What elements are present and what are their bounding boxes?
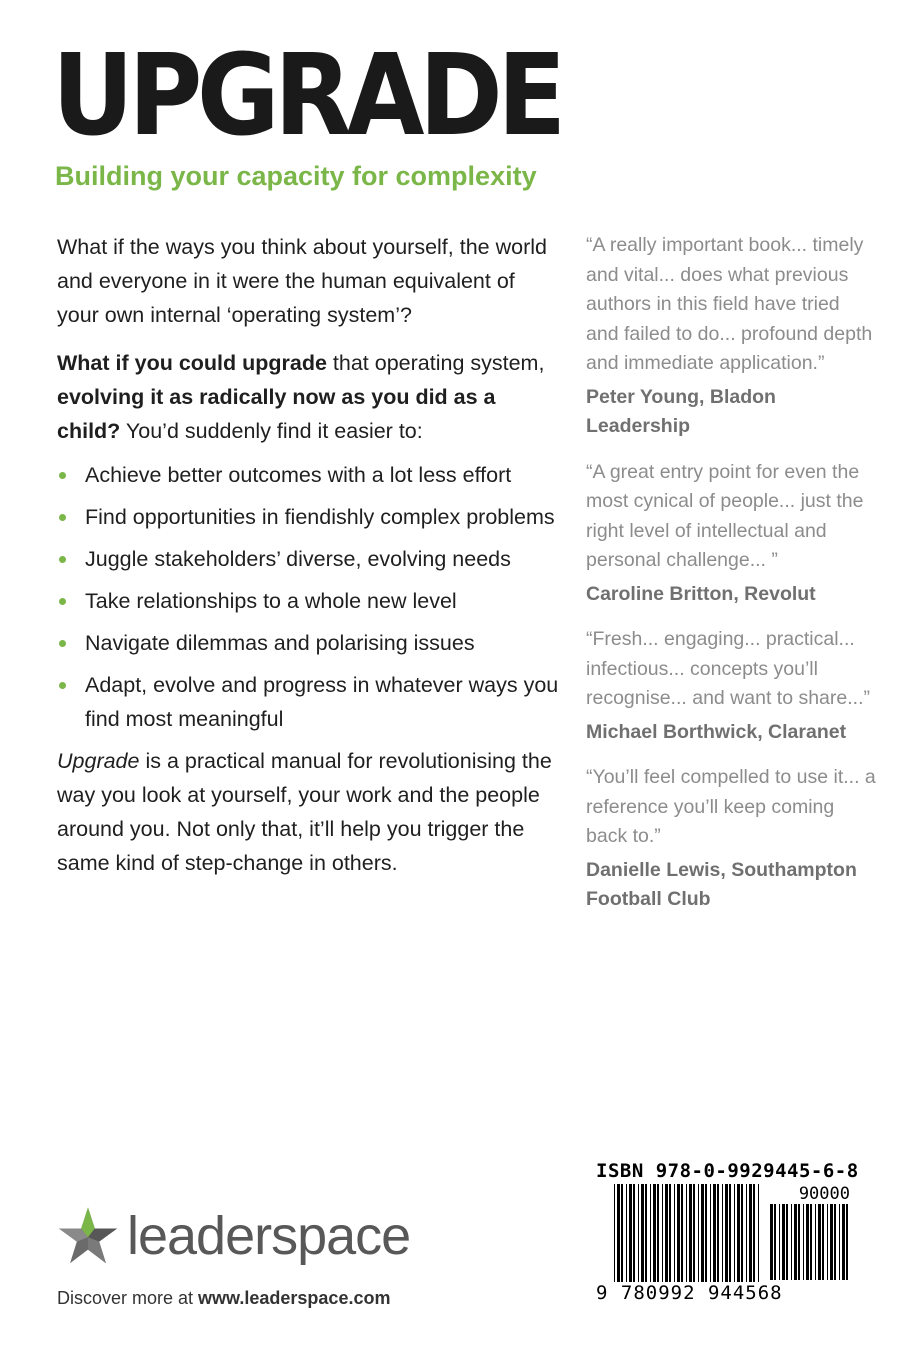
barcode-bar [822,1204,824,1280]
barcode-bar [737,1184,740,1282]
barcode-bar [749,1184,752,1282]
closing-text: is a practical manual for revolutionising the way you look at yourself, your work and the people around you. Not only that, it’ll help you trigger the same kind of step-change in others. [57,749,552,875]
barcode-bar [810,1204,812,1280]
barcode-bar [729,1184,731,1282]
barcode-bar [725,1184,728,1282]
barcode-bar [786,1204,788,1280]
endorsement-quote: “A really important book... timely and vital... does what previous authors in this field have tried and failed to do... profound depth and immediate application.” [586,234,873,374]
barcode-bar [665,1184,668,1282]
barcode-bar [641,1184,644,1282]
barcode-bar [713,1184,716,1282]
endorsement [586,763,876,915]
endorsements-column [586,231,876,931]
endorsement-quote: “A great entry point for even the most cynical of people... just the right level of intellectual and personal challenge... ” [586,460,864,571]
endorsement [586,231,876,442]
endorsement [586,458,876,610]
barcode-bar [839,1204,840,1280]
barcode-bar [621,1184,623,1282]
barcode-bar [815,1204,816,1280]
list-item: Navigate dilemmas and polarising issues [57,626,562,660]
list-item: Juggle stakeholders’ diverse, evolving needs [57,542,562,576]
ean-barcode-bars [596,1160,856,1290]
barcode-bar [686,1184,687,1282]
barcode-bar [638,1184,639,1282]
publisher-name: leaderspace [127,1206,411,1266]
barcode-bar [614,1184,615,1282]
upgrade-bold-lead: What if you could upgrade [57,351,327,375]
barcode-bar [818,1204,821,1280]
barcode-bar [662,1184,663,1282]
barcode-bar [689,1184,692,1282]
barcode-bar [657,1184,659,1282]
benefits-list [57,458,562,736]
barcode-bar [650,1184,651,1282]
upgrade-paragraph [57,346,562,448]
barcode-bar [677,1184,680,1282]
barcode-bar [798,1204,800,1280]
barcode-bar [617,1184,620,1282]
barcode-bar [791,1204,792,1280]
barcode-bar [806,1204,809,1280]
barcode-bar [746,1184,747,1282]
barcode-bar [674,1184,675,1282]
endorsement-attribution: Michael Borthwick, Claranet [586,720,847,743]
isbn-label: ISBN 978-0-9929445-6-8 [596,1160,859,1182]
barcode-bar [734,1184,735,1282]
closing-paragraph [57,744,562,880]
barcode-bar [705,1184,707,1282]
publisher-url[interactable]: www.leaderspace.com [198,1288,391,1308]
barcode-bar [633,1184,635,1282]
endorsement-attribution: Caroline Britton, Revolut [586,582,816,605]
barcode-bar [774,1204,776,1280]
list-item: Take relationships to a whole new level [57,584,562,618]
barcode-bar [741,1184,743,1282]
upgrade-text-easier: You’d suddenly find it easier to: [120,419,423,443]
barcode-bar [698,1184,699,1282]
barcode-bar [693,1184,695,1282]
endorsement-attribution: Peter Young, Bladon Leadership [586,385,776,437]
barcode-bar [794,1204,797,1280]
barcode-bar [722,1184,723,1282]
barcode-bar [842,1204,845,1280]
book-name-italic: Upgrade [57,749,140,773]
barcode-bar [827,1204,828,1280]
barcode-bar [645,1184,647,1282]
barcode-bar [803,1204,804,1280]
barcode-bar [710,1184,711,1282]
list-item: Achieve better outcomes with a lot less effort [57,458,562,492]
intro-paragraph: What if the ways you think about yourself, the world and everyone in it were the human equivalent of your own internal ‘operating system’? [57,235,547,327]
upgrade-text: that operating system, [326,351,545,375]
barcode-bar [681,1184,683,1282]
book-title: UPGRADE [52,31,561,161]
publisher-logo [57,1205,410,1267]
endorsement-quote: “You’ll feel compelled to use it... a reference you’ll keep coming back to.” [586,766,876,847]
barcode-bar [701,1184,704,1282]
barcode-bar [779,1204,780,1280]
barcode-bar [669,1184,671,1282]
list-item: Adapt, evolve and progress in whatever ways you find most meaningful [57,668,562,736]
discover-line [57,1286,390,1310]
endorsement [586,625,876,747]
barcode-bar [653,1184,656,1282]
main-blurb [57,230,562,880]
barcode-bar [629,1184,632,1282]
barcode-bar [626,1184,627,1282]
price-code: 90000 [798,1184,850,1204]
endorsement-attribution: Danielle Lewis, Southampton Football Club [586,858,857,910]
list-item: Find opportunities in fiendishly complex problems [57,500,562,534]
ean-digits: 9 780992 944568 [596,1282,783,1304]
barcode-bar [758,1184,759,1282]
discover-text: Discover more at [57,1288,199,1308]
barcode-bar [782,1204,785,1280]
book-subtitle: Building your capacity for complexity [55,161,537,191]
star-logo-icon [57,1205,119,1267]
barcode-bar [834,1204,836,1280]
barcode-bar [846,1204,848,1280]
endorsement-quote: “Fresh... engaging... practical... infectious... concepts you’ll recognise... and want to share...” [586,628,870,709]
isbn-barcode [596,1160,859,1310]
barcode-bar [717,1184,719,1282]
barcode-bar [830,1204,833,1280]
upgrade-bold-evolving: evolving it as radically now as you did as a child? [57,385,496,443]
barcode-bar [770,1204,773,1280]
barcode-bar [753,1184,755,1282]
